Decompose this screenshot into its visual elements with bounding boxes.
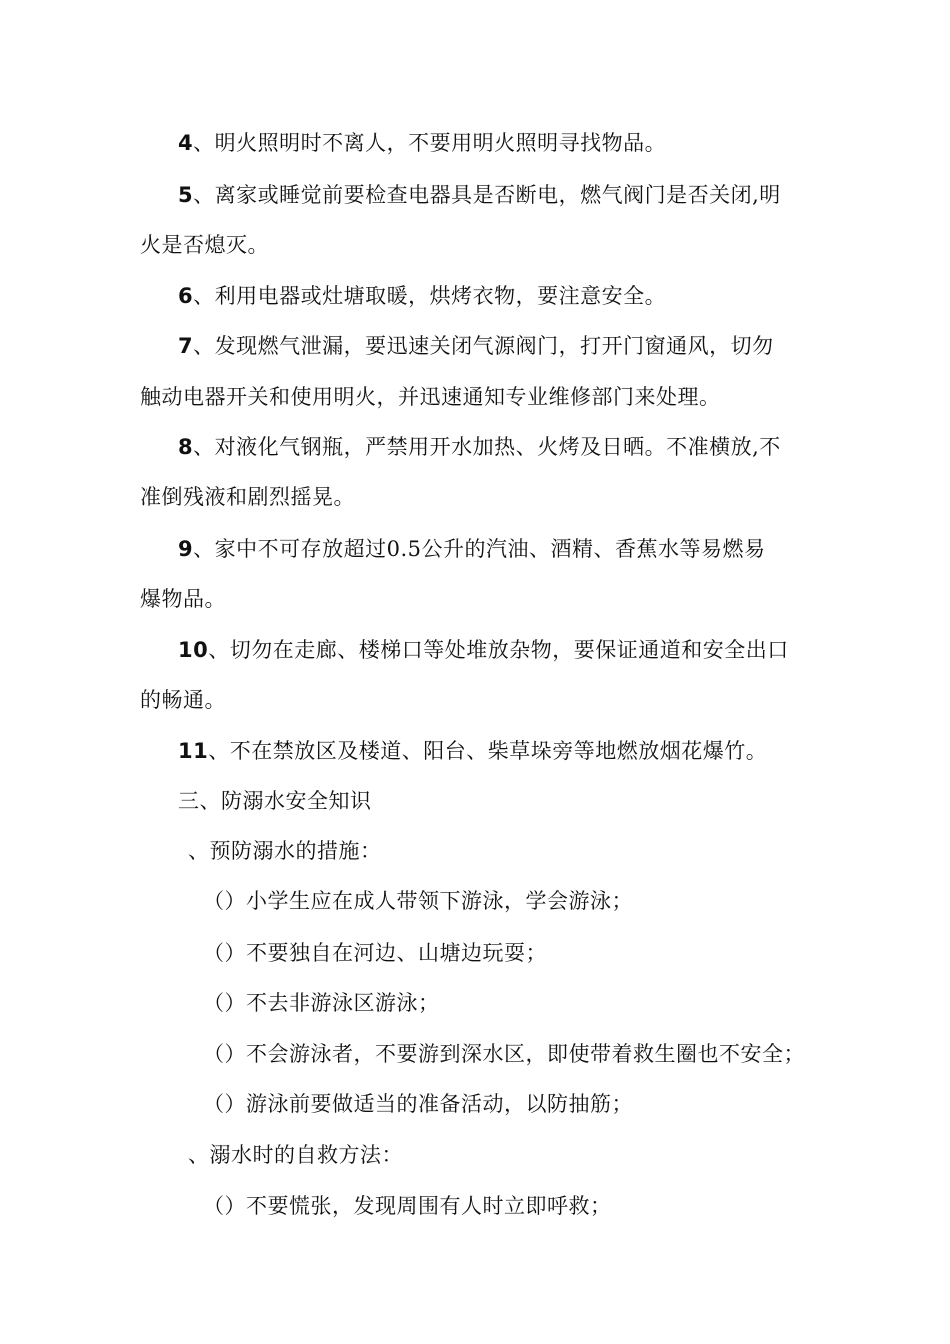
list-item: （）不要独自在河边、山塘边玩耍； [203, 941, 547, 965]
item-text: 、切勿在走廊、楼梯口等处堆放杂物，要保证通道和安全出口 [208, 638, 789, 662]
item-number: 5 [178, 183, 194, 207]
list-item: （）不去非游泳区游泳； [203, 991, 440, 1015]
item-number: 8 [178, 435, 194, 459]
item-number: 4 [178, 131, 194, 155]
item-number: 11 [178, 739, 209, 763]
section-heading: 三、防溺水安全知识 [178, 789, 372, 813]
item-10 [178, 635, 789, 665]
item-text: 、家中不可存放超过0.5公升的汽油、酒精、香蕉水等易燃易 [193, 537, 766, 561]
item-number: 6 [178, 284, 194, 308]
item-number: 9 [178, 537, 194, 561]
item-text: 、利用电器或灶塘取暖，烘烤衣物，要注意安全。 [193, 284, 667, 308]
list-item: （）游泳前要做适当的准备活动，以防抽筋； [203, 1092, 633, 1116]
list-item: （）不要慌张，发现周围有人时立即呼救； [203, 1194, 612, 1218]
item-text: 、对液化气钢瓶，严禁用开水加热、火烤及日晒。不准横放,不 [193, 435, 781, 459]
item-9 [178, 534, 766, 564]
item-6 [178, 281, 666, 311]
list-item: （）不会游泳者，不要游到深水区，即使带着救生圈也不安全； [203, 1042, 805, 1066]
item-11 [178, 736, 767, 766]
item-text: 、不在禁放区及楼道、阳台、柴草垛旁等地燃放烟花爆竹。 [208, 739, 768, 763]
list-item: （）小学生应在成人带领下游泳，学会游泳； [203, 889, 633, 913]
item-7-continuation: 触动电器开关和使用明火，并迅速通知专业维修部门来处理。 [140, 385, 721, 409]
item-text: 、离家或睡觉前要检查电器具是否断电，燃气阀门是否关闭,明 [193, 183, 781, 207]
item-8-continuation: 准倒残液和剧烈摇晃。 [140, 485, 355, 509]
item-text: 、发现燃气泄漏，要迅速关闭气源阀门，打开门窗通风，切勿 [193, 334, 774, 358]
item-number: 7 [178, 334, 194, 358]
item-5 [178, 180, 781, 210]
item-5-continuation: 火是否熄灭。 [140, 233, 269, 257]
item-number: 10 [178, 638, 209, 662]
item-4 [178, 128, 666, 158]
item-7 [178, 331, 774, 361]
item-10-continuation: 的畅通。 [140, 688, 226, 712]
item-9-continuation: 爆物品。 [140, 587, 226, 611]
subsection-heading-self-rescue: 、溺水时的自救方法： [188, 1143, 403, 1167]
subsection-heading-prevention: 、预防溺水的措施： [188, 839, 382, 863]
item-8 [178, 432, 781, 462]
item-text: 、明火照明时不离人，不要用明火照明寻找物品。 [193, 131, 667, 155]
